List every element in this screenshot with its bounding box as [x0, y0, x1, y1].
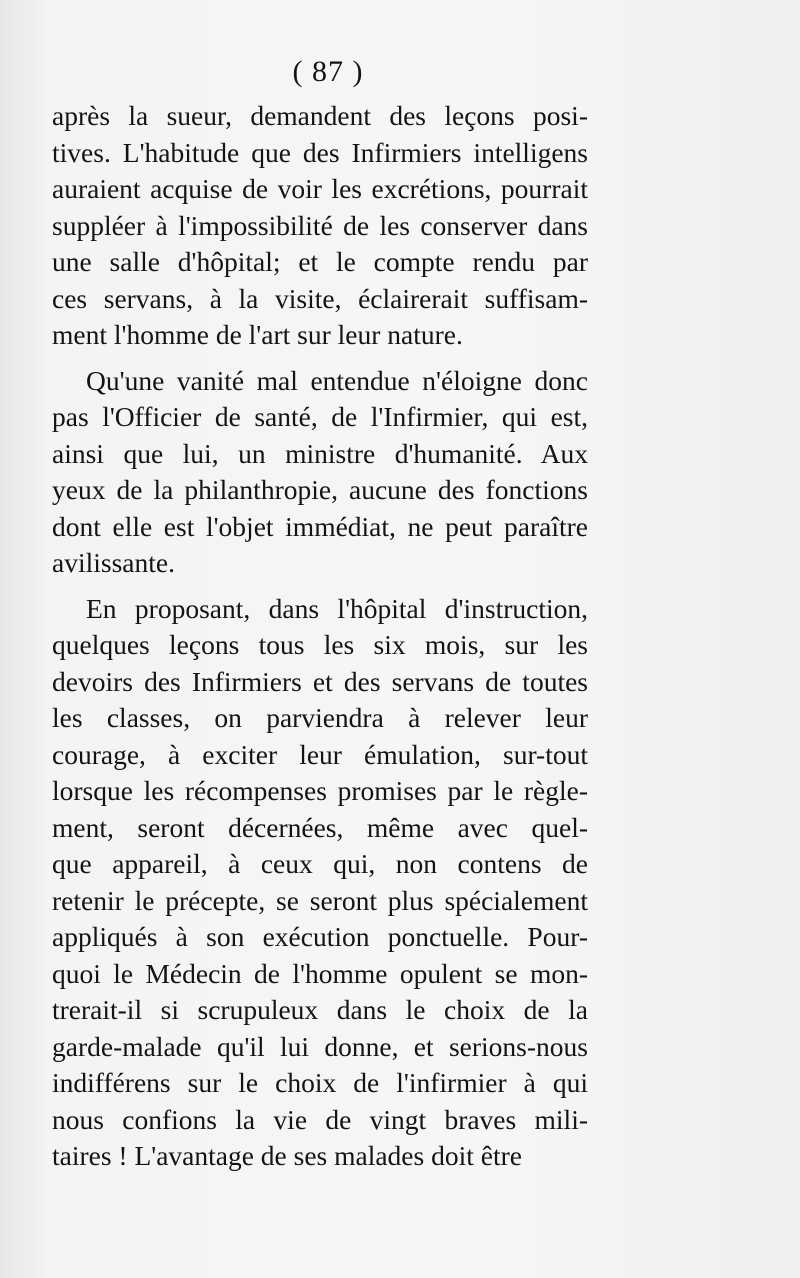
text-line: tives. L'habitude que des Infirmiers intelligens	[52, 136, 588, 168]
text-line: appliqués à son exécution ponctuelle. Pour-	[52, 921, 588, 952]
text-line: retenir le précepte, se seront plus spécialement	[52, 884, 588, 916]
text-line: pas l'Officier de santé, de l'Infirmier, qui est,	[52, 401, 588, 432]
text-line: avilissante.	[52, 547, 175, 578]
text-line: garde-malade qu'il lui donne, et serions-nous	[52, 1030, 588, 1062]
paragraph-gap	[52, 354, 588, 363]
text-line: suppléer à l'impossibilité de les conserver dans	[52, 209, 588, 241]
text-line: ainsi que lui, un ministre d'humanité. Aux	[52, 437, 588, 469]
paragraph	[52, 98, 588, 354]
page-number: ( 87 )	[292, 55, 364, 88]
text-line: que appareil, à ceux qui, non contens de	[52, 848, 588, 879]
paragraph-gap	[52, 582, 588, 591]
text-line: devoirs des Infirmiers et des servans de toutes	[52, 665, 588, 697]
text-line: lorsque les récompenses promises par le règle-	[52, 775, 588, 806]
text-line: les classes, on parviendra à relever leur	[52, 702, 588, 733]
text-line: quelques leçons tous les six mois, sur les	[52, 629, 588, 660]
text-line: trerait-il si scrupuleux dans le choix de la	[52, 994, 588, 1025]
text-line: courage, à exciter leur émulation, sur-tout	[52, 738, 588, 770]
text-line: taires ! L'avantage de ses malades doit être	[52, 1140, 522, 1171]
text-line: quoi le Médecin de l'homme opulent se mon-	[52, 957, 588, 989]
text-line: ment l'homme de l'art sur leur nature.	[52, 319, 463, 350]
text-line: dont elle est l'objet immédiat, ne peut paraître	[52, 510, 588, 542]
paragraph	[52, 591, 588, 1175]
text-line: Qu'une vanité mal entendue n'éloigne donc	[86, 364, 588, 396]
text-line: une salle d'hôpital; et le compte rendu par	[52, 246, 588, 277]
text-line: yeux de la philanthropie, aucune des fonctions	[52, 474, 588, 505]
text-line: En proposant, dans l'hôpital d'instruction,	[86, 592, 588, 624]
text-line: auraient acquise de voir les excrétions, pourrait	[52, 173, 588, 204]
text-block	[52, 52, 588, 1175]
text-line: ment, seront décernées, même avec quel-	[52, 811, 588, 843]
text-line: ces servans, à la visite, éclairerait suffisam-	[52, 282, 588, 314]
paragraph	[52, 363, 588, 582]
paragraphs	[52, 98, 588, 1175]
text-line: nous confions la vie de vingt braves mili-	[52, 1103, 588, 1135]
text-line: après la sueur, demandent des leçons posi-	[52, 100, 588, 131]
text-line: indifférens sur le choix de l'infirmier à qui	[52, 1067, 588, 1098]
